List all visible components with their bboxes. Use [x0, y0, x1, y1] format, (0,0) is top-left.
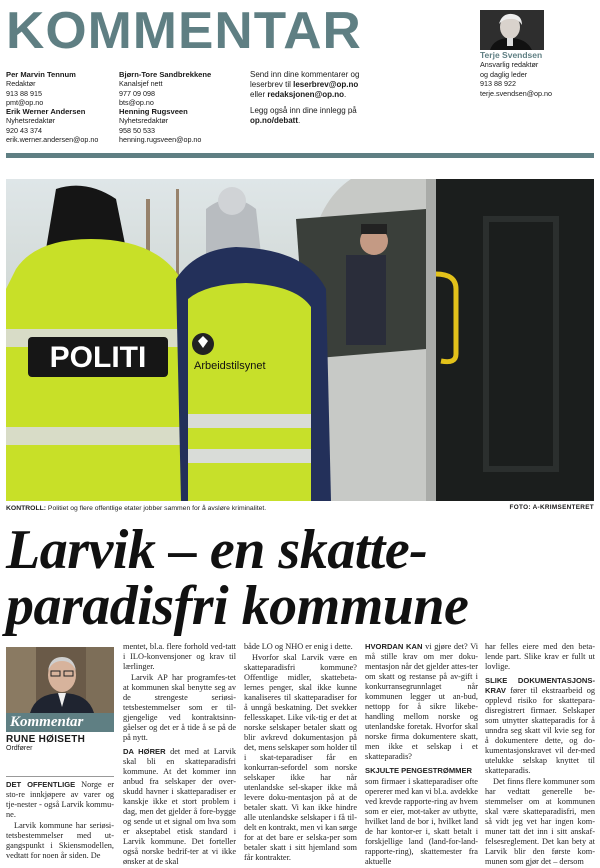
article-column-4	[365, 642, 478, 868]
chief-editor-name: Terje Svendsen	[480, 50, 543, 60]
paragraph-lead: HVORDAN KAN	[365, 642, 423, 651]
paragraph-text: vi gjøre det? Vi må stille krav om mer doku-mentasjon når det gjelder attes-ter om skatt og restanse på av-gift i konkurransegrunnlaget når kommunen legger ut an-bud, nettopp for å sikre likebe-handling mellom norske og utenlandske foretak. Hvorfor skal norske firma dokumentere skatt, men ikke et selskap i et skatteparadis?	[365, 642, 479, 761]
chief-editor-role-2: og daglig leder	[480, 69, 528, 79]
article-column-2	[123, 642, 236, 868]
paragraph-text: har felles eiere med den beta-lende part. Slike krav er fullt ut lovlige.	[485, 642, 595, 671]
staff-email[interactable]: erik.werner.andersen@op.no	[6, 135, 99, 145]
editorial-email-link[interactable]: redaksjonen@op.no	[267, 90, 345, 99]
author-photo	[6, 647, 114, 713]
chief-editor-photo	[480, 10, 544, 50]
staff-role: Nyhetsredaktør	[6, 116, 56, 126]
masthead	[0, 0, 600, 160]
police-vest-label: POLITI	[49, 341, 147, 374]
paragraph-lead: DET OFFENTLIGE	[6, 780, 76, 789]
staff-phone: 958 50 533	[119, 125, 155, 135]
paragraph-text: mentet, bl.a. flere forhold ved-tatt i ILO-konvensjoner og krav til lærlinger.	[123, 642, 236, 671]
staff-column-1	[6, 70, 98, 144]
paragraph-text: det med at Larvik skal bli en skatteparadisfri kommune. At det kommer inn anbud fra selskaper der over-skudd havner i skatteparadiser er kanskje ikke et stort problem i dag, men det gjelder å fore-bygge og sende ut et signal om hva som er akseptabel etisk standard i Larvik kommune. Det forteller også norske bedrif-ter at vi ikke ønsker at de skal	[123, 747, 236, 866]
author-name: RUNE HØISETH	[6, 734, 86, 745]
chief-editor-email[interactable]: terje.svendsen@op.no	[480, 88, 553, 98]
punctuation: .	[298, 116, 301, 125]
send-line-3: eller	[250, 90, 268, 99]
article-headline	[6, 519, 596, 637]
paragraph-text: fører til ekstraarbeid og opplevd risiko for skattepara-disregistrert firmaer. Selskaper som utnytter skatteparadis for å unndra seg skatt vil kvie seg for å dokumentere dette, og do-kumentasjonskravet vil der-med utelukke selskap knyttet til skatteparadis.	[485, 686, 595, 775]
section-rule	[6, 153, 594, 158]
paragraph-text: som firmaer i skatteparadiser ofte opererer med kan vi bl.a. avdekke ved krevde rapporte-ring av hvem som er eier, mot-taker av utbytte, hvilket land de bor i, hvilket land de har kontor-er i, skatt betalt i forskjellige land (land-for-land-rapporte-ring), skattemester fra aktuelle	[365, 777, 478, 866]
staff-role: Redaktør	[6, 79, 36, 89]
staff-name: Erik Werner Andersen	[6, 107, 86, 117]
submission-info	[250, 70, 390, 126]
caption-text: Politiet og flere offentlige etater jobber sammen for å avsløre kriminalitet.	[46, 505, 267, 512]
staff-phone: 977 09 098	[119, 88, 155, 98]
commentary-label: Kommentar	[6, 713, 114, 732]
author-divider	[6, 776, 114, 777]
staff-name: Bjørn-Tore Sandbrekkene	[119, 70, 212, 79]
send-line-1: Send inn dine kommentarer og	[250, 70, 360, 79]
staff-email[interactable]: bts@op.no	[119, 97, 154, 107]
section-title: KOMMENTAR	[6, 2, 362, 60]
chief-editor-phone: 913 88 922	[480, 79, 516, 88]
paragraph-text: både LO og NHO er enig i dette.	[244, 642, 353, 651]
paragraph-text: Larvik AP har programfes-tet at kommunen skal benytte seg av de strengeste seriøsi-tetsbestemmelser som er til-gjengelige ved kontraktsinn-gåelser og det er å tide å se på de på nytt.	[123, 673, 236, 742]
paragraph-text: Hvorfor skal Larvik være en skatteparadisfri kommune? Offentlige midler, skattebeta-lernes penger, skal ikke kunne kanaliseres til skatteparadiser for å unngå beskatning. Det svekker fellesskapet. Like vik-tig er det at norske selskaper betaler skatt og blir avkrevd dokumentasjon på det, mens selskaper som holder til i skat-teparadiser får en konkurran-sefordel som norske selskaper ikke har når utenlandske sel-skaper ikke må levere doku-mentasjon på at de betaler skatt. Vi kan ikke hindre alle utenlandske selskaper i få til-delt en kontrakt, men vi kan sørge for at det bare er selska-per som betaler skatt i sitt hjemland som får kontrakter.	[244, 653, 357, 862]
staff-email[interactable]: henning.rugsveen@op.no	[119, 135, 202, 145]
photo-credit: FOTO: A-KRIMSENTERET	[509, 504, 594, 511]
staff-email[interactable]: pmt@op.no	[6, 97, 44, 107]
paragraph-lead: SLIKE DOKUMENTASJONS-KRAV	[485, 676, 595, 695]
staff-phone: 920 43 374	[6, 125, 42, 135]
letters-email-link[interactable]: leserbrev@op.no	[293, 80, 359, 89]
send-line-2: leserbrev til	[250, 80, 294, 89]
author-role: Ordfører	[6, 745, 33, 752]
caption-lead: KONTROLL:	[6, 505, 47, 512]
paragraph-text: Det finns flere kommuner som har vedtatt generelle be-stemmelser om at kommunen skal være skatteparadisfri, men så vidt jeg vet har ingen kom-muner tatt det inn i sitt anskaf-felsesreglement. Det kan bety at Larvik blir den første kom-munen som gjør det – dersom	[485, 777, 595, 866]
staff-role: Nyhetsredaktør	[119, 116, 169, 126]
article-column-5	[485, 642, 595, 868]
chief-editor-role: Ansvarlig redaktør	[480, 60, 539, 69]
chief-editor-info	[480, 50, 552, 98]
headline-line-1: Larvik – en skatte-	[6, 519, 428, 581]
staff-name: Per Marvin Tennum	[6, 70, 76, 79]
labour-inspection-vest-label: Arbeidstilsynet	[194, 360, 266, 372]
debate-link[interactable]: op.no/debatt	[250, 116, 298, 125]
paragraph-lead: DA HØRER	[123, 747, 166, 756]
headline-line-2: paradisfri kommune	[6, 575, 469, 637]
staff-column-2	[119, 70, 211, 144]
paragraph-text: Norge er sto-re innkjøpere av varer og tje-nester - også Larvik kommu-ne.	[6, 780, 114, 819]
punctuation: .	[344, 90, 347, 99]
article-column-3	[244, 642, 357, 864]
photo-caption	[6, 504, 594, 513]
article-column-1	[6, 780, 114, 862]
staff-phone: 913 88 915	[6, 88, 42, 98]
send-line-4: Legg også inn dine innlegg på	[250, 106, 357, 115]
staff-name: Henning Rugsveen	[119, 107, 188, 117]
article-photo	[6, 179, 594, 501]
staff-role: Kanalsjef nett	[119, 79, 163, 89]
subheading: SKJULTE PENGESTRØMMER	[365, 766, 473, 775]
paragraph-text: Larvik kommune har seriøsi-tetsbestemmelser med ut-gangspunkt i Skiensmodellen, vedtatt for noen år siden. De	[6, 821, 114, 860]
